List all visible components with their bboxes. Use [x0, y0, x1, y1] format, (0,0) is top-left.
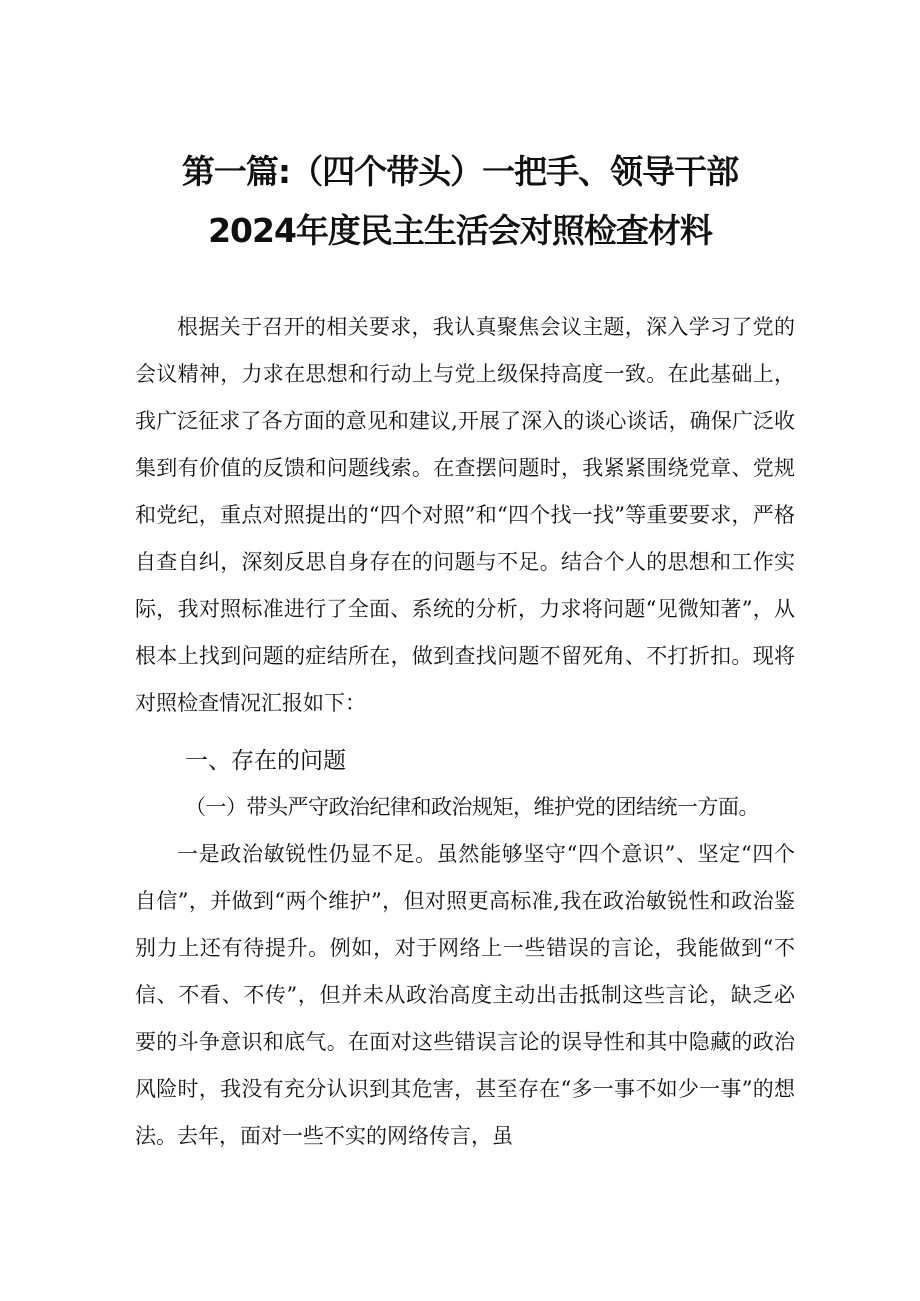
subsection-heading: （一）带头严守政治纪律和政治规矩，维护党的团结统一方面。: [185, 795, 759, 819]
body-paragraph: 一是政治敏锐性仍显不足。虽然能够坚守“四个意识”、坚定“四个自信”，并做到“两个维护”，但对照更高标准,我在政治敏锐性和政治鉴别力上还有待提升。例如，对于网络上一些错误的言论，我能做到“不信、不看、不传”，但并未从政治高度主动出击抵制这些言论，缺乏必要的斗争意识和底气。在面对这些错误言论的误导性和其中隐藏的政治风险时，我没有充分认识到其危害，甚至存在“多一事不如少一事”的想法。去年，面对一些不实的网络传言，虽: [135, 842, 795, 1148]
document-title-line-1: 第一篇:（四个带头）一把手、领导干部: [181, 152, 739, 191]
section-heading: 一、存在的问题: [185, 748, 346, 774]
document-title-line-2: 2024年度民主生活会对照检查材料: [208, 211, 712, 250]
intro-paragraph: 根据关于召开的相关要求，我认真聚焦会议主题，深入学习了党的会议精神，力求在思想和行动上与党上级保持高度一致。在此基础上，我广泛征求了各方面的意见和建议,开展了深入的谈心谈话，确保广泛收集到有价值的反馈和问题线索。在查摆问题时，我紧紧围绕党章、党规和党纪，重点对照提出的“四个对照”和“四个找一找”等重要要求，严格自查自纠，深刻反思自身存在的问题与不足。结合个人的思想和工作实际，我对照标准进行了全面、系统的分析，力求将问题“见微知著”，从根本上找到问题的症结所在，做到查找问题不留死角、不打折扣。现将对照检查情况汇报如下：: [135, 315, 795, 715]
